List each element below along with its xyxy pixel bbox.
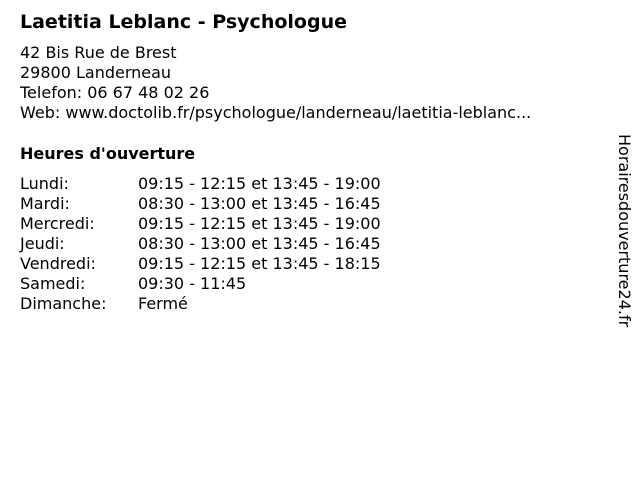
hours-row-saturday xyxy=(20,274,381,294)
hours-day: Samedi: xyxy=(20,274,86,293)
hours-day: Lundi: xyxy=(20,174,69,193)
business-title: Laetitia Leblanc - Psychologue xyxy=(20,11,347,33)
address-city: 29800 Landerneau xyxy=(20,63,172,82)
hours-time: 08:30 - 13:00 et 13:45 - 16:45 xyxy=(138,194,381,213)
hours-time: 09:15 - 12:15 et 13:45 - 18:15 xyxy=(138,254,381,273)
address-block xyxy=(20,43,531,123)
hours-day: Dimanche: xyxy=(20,294,107,313)
hours-time: 09:15 - 12:15 et 13:45 - 19:00 xyxy=(138,174,381,193)
website-link[interactable]: Web: www.doctolib.fr/psychologue/landerneau/laetitia-leblanc... xyxy=(20,103,532,122)
hours-row-monday xyxy=(20,174,381,194)
hours-time: 09:30 - 11:45 xyxy=(138,274,247,293)
hours-row-friday xyxy=(20,254,381,274)
hours-row-sunday xyxy=(20,294,381,314)
phone-number: Telefon: 06 67 48 02 26 xyxy=(20,83,210,102)
hours-time: 08:30 - 13:00 et 13:45 - 16:45 xyxy=(138,234,381,253)
hours-heading: Heures d'ouverture xyxy=(20,144,196,163)
hours-row-tuesday xyxy=(20,194,381,214)
hours-row-thursday xyxy=(20,234,381,254)
brand-watermark: Horairesdouverture24.fr xyxy=(615,134,634,328)
hours-day: Mardi: xyxy=(20,194,70,213)
hours-time: 09:15 - 12:15 et 13:45 - 19:00 xyxy=(138,214,381,233)
hours-time: Fermé xyxy=(138,294,188,313)
address-street: 42 Bis Rue de Brest xyxy=(20,43,177,62)
hours-day: Jeudi: xyxy=(20,234,65,253)
hours-day: Mercredi: xyxy=(20,214,95,233)
hours-row-wednesday xyxy=(20,214,381,234)
opening-hours-table xyxy=(20,174,381,314)
hours-day: Vendredi: xyxy=(20,254,96,273)
